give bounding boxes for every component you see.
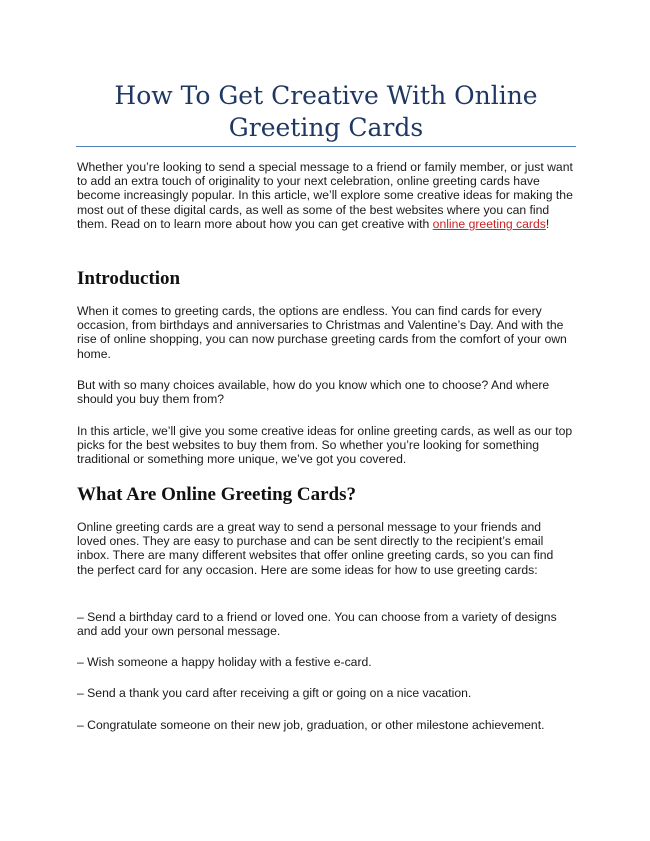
idea-item-birthday: – Send a birthday card to a friend or loved one. You can choose from a variety of designs and add your own personal message. [77, 610, 557, 639]
page-title [76, 80, 576, 144]
what-are-paragraph: Online greeting cards are a great way to send a personal message to your friends and loved ones. They are easy to purchase and can be sent directly to the recipient’s email inbox. There are many different websites that offer online greeting cards, so you can find the perfect card for any occasion. Here are some ideas for how to use greeting cards: [77, 520, 554, 577]
idea-item-thank-you: – Send a thank you card after receiving a gift or going on a nice vacation. [77, 686, 472, 700]
idea-item-holiday: – Wish someone a happy holiday with a festive e-card. [77, 655, 372, 669]
introduction-paragraph-3: In this article, we’ll give you some creative ideas for online greeting cards, as well as our top picks for the best websites to buy them from. So whether you’re looking for something traditional or something more unique, we’ve got you covered. [77, 424, 573, 467]
introduction-paragraph-1: When it comes to greeting cards, the options are endless. You can find cards for every occasion, from birthdays and anniversaries to Christmas and Valentine’s Day. And with the rise of online shopping, you can now purchase greeting cards from the comfort of your own home. [77, 304, 567, 361]
title-line-1: How To Get Creative With Online [114, 81, 538, 110]
introduction-paragraph-2: But with so many choices available, how do you know which one to choose? And where should you buy them from? [77, 378, 550, 407]
title-divider [76, 146, 576, 147]
introduction-heading: Introduction [77, 268, 181, 289]
intro-paragraph [77, 160, 573, 231]
intro-text: Whether you’re looking to send a special message to a friend or family member, or just want to add an extra touch of originality to your next celebration, online greeting cards have become increasingly popular. In this article, we’ll explore some creative ideas for making the most out of these digital cards, as well as some of the best websites where you can find them. Read on to learn more about how you can get creative with [77, 160, 573, 231]
online-greeting-cards-link[interactable]: online greeting cards [432, 216, 546, 231]
title-line-2: Greeting Cards [228, 113, 424, 142]
what-are-heading: What Are Online Greeting Cards? [77, 484, 357, 505]
intro-trailing: ! [545, 216, 550, 231]
idea-item-congratulate: – Congratulate someone on their new job, graduation, or other milestone achievement. [77, 718, 545, 732]
